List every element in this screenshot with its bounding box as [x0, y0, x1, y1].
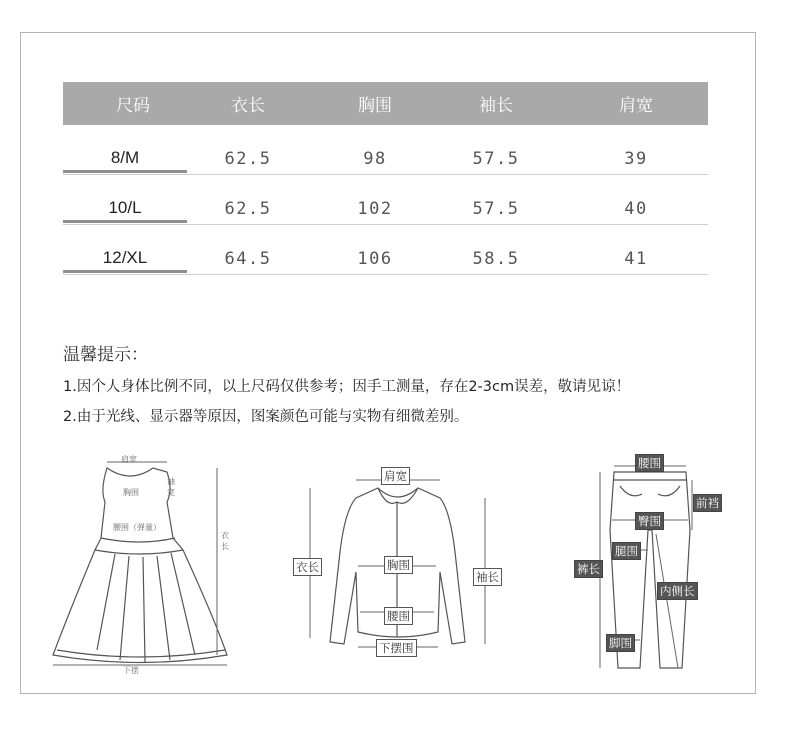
row-size: 8/M [63, 148, 187, 173]
pants-waist-label: 腰围 [635, 454, 664, 472]
dress-length-label: 衣长 [221, 531, 229, 551]
cell-sleeve: 57.5 [472, 199, 520, 219]
header-length: 衣长 [231, 96, 265, 116]
table-row [63, 175, 708, 225]
dress-bust-label: 胸围 [123, 488, 139, 497]
dress-shoulder-label: 肩宽 [121, 455, 137, 464]
cell-sleeve: 58.5 [472, 249, 520, 269]
size-table [63, 82, 708, 275]
shirt-shoulder-label: 肩宽 [381, 467, 410, 485]
cell-length: 62.5 [224, 149, 272, 169]
dress-waist-label: 腰围（弹量） [113, 523, 161, 532]
notes-section [63, 340, 630, 435]
cell-length: 64.5 [224, 249, 272, 269]
pants-rise-label: 前裆 [693, 494, 722, 512]
pants-length-label: 裤长 [574, 560, 603, 578]
cell-length: 62.5 [224, 199, 272, 219]
cell-shoulder: 41 [624, 249, 648, 269]
note-line-1: 1.因个人身体比例不同，以上尺码仅供参考；因手工测量，存在2-3cm误差，敬请见谅！ [63, 379, 631, 395]
shirt-bust-label: 胸围 [384, 556, 413, 574]
cell-shoulder: 39 [624, 149, 648, 169]
shirt-diagram [290, 462, 505, 662]
cell-bust: 102 [357, 199, 393, 219]
shirt-waist-label: 腰围 [384, 607, 413, 625]
pants-inseam-label: 内侧长 [657, 582, 698, 600]
cell-sleeve: 57.5 [472, 149, 520, 169]
shirt-length-label: 衣长 [293, 558, 322, 576]
header-size: 尺码 [116, 96, 150, 116]
note-line-2: 2.由于光线、显示器等原因，图案颜色可能与实物有细微差别。 [63, 409, 469, 425]
cell-bust: 106 [357, 249, 393, 269]
pants-thigh-label: 腿围 [612, 542, 641, 560]
notes-title: 温馨提示： [63, 345, 148, 365]
row-size: 12/XL [63, 248, 187, 273]
table-row [63, 125, 708, 175]
dress-diagram [45, 450, 235, 680]
shirt-hem-label: 下摆围 [376, 639, 417, 657]
dress-hem-label: 下摆 [123, 666, 139, 675]
shirt-sleeve-label: 袖长 [473, 568, 502, 586]
dress-outline-icon [45, 450, 235, 680]
cell-shoulder: 40 [624, 199, 648, 219]
table-header [63, 82, 708, 125]
pants-hip-label: 臀围 [635, 512, 664, 530]
header-sleeve: 袖长 [479, 96, 513, 116]
cell-bust: 98 [363, 149, 387, 169]
header-bust: 胸围 [358, 96, 392, 116]
row-divider [63, 274, 708, 275]
pants-leg-opening-label: 脚围 [606, 634, 635, 652]
pants-diagram [570, 450, 730, 675]
dress-sleeve-label: 袖宽 [167, 477, 175, 497]
row-size: 10/L [63, 198, 187, 223]
table-row [63, 225, 708, 275]
header-shoulder: 肩宽 [619, 96, 653, 116]
